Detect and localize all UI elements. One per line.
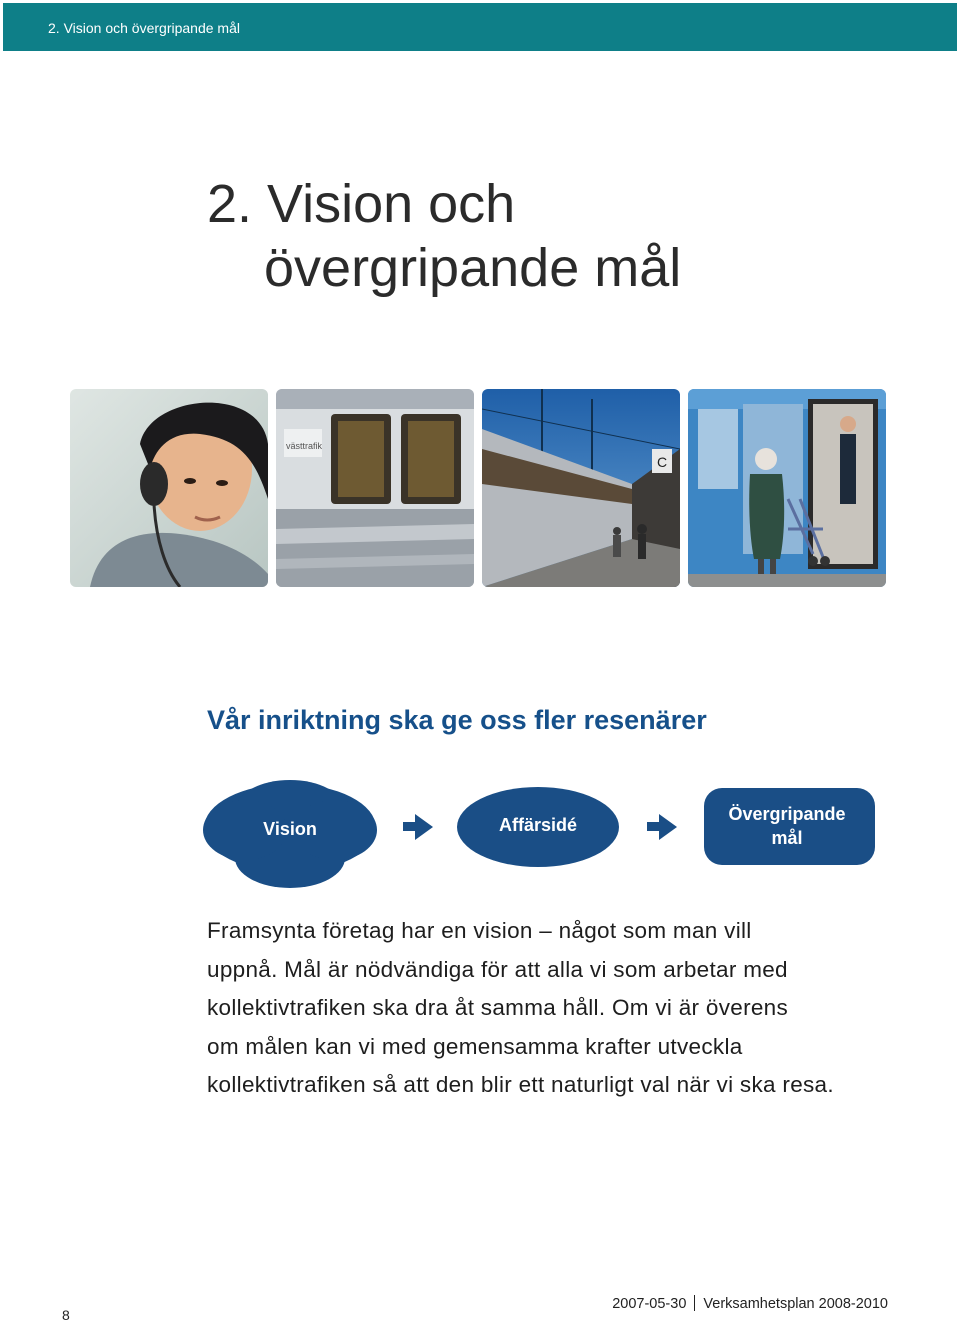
- footer-separator: [694, 1295, 695, 1311]
- vision-label: Vision: [263, 819, 317, 839]
- page-title: [207, 172, 681, 300]
- body-line: om målen kan vi med gemensamma krafter utveckla: [207, 1033, 743, 1059]
- overgripande-mal-label: [704, 802, 870, 850]
- footer-doc-title: Verksamhetsplan 2008-2010: [703, 1296, 888, 1312]
- affarside-label: Affärsidé: [498, 815, 578, 835]
- body-line: kollektivtrafiken så att den blir ett naturligt val när vi ska resa.: [207, 1072, 834, 1097]
- svg-text:C: C: [657, 454, 668, 470]
- svg-text:västtrafik: västtrafik: [286, 441, 323, 451]
- overgripande-mal-label-line-1: Övergripande: [728, 804, 846, 824]
- page-number: 8: [62, 1307, 70, 1323]
- body-line: kollektivtrafiken ska dra åt samma håll. Om vi är överens: [207, 995, 789, 1020]
- overgripande-mal-label-line-2: mål: [771, 828, 803, 848]
- body-line: Framsynta företag har en vision – något som man vill: [207, 918, 752, 943]
- page-footer: [612, 1295, 888, 1312]
- title-line-2: övergripande mål: [264, 238, 682, 298]
- title-line-1: 2. Vision och: [207, 174, 516, 234]
- flow-diagram: [0, 770, 960, 900]
- photo-strip: [70, 389, 888, 587]
- photo-young-man-headphones: [70, 389, 268, 587]
- arrow-right-icon: [647, 814, 677, 840]
- photo-train-side-vasttrafik: [276, 389, 474, 587]
- body-paragraph: [207, 912, 907, 1105]
- photo-elderly-woman-boarding-bus: [688, 389, 886, 587]
- footer-date: 2007-05-30: [612, 1296, 687, 1312]
- photo-train-station-platform: [482, 389, 680, 587]
- header-band: [3, 3, 957, 51]
- arrow-right-icon: [403, 814, 433, 840]
- section-subtitle: Vår inriktning ska ge oss fler resenärer: [207, 705, 707, 735]
- running-header: 2. Vision och övergripande mål: [48, 20, 240, 36]
- body-line: uppnå. Mål är nödvändiga för att alla vi som arbetar med: [207, 956, 788, 982]
